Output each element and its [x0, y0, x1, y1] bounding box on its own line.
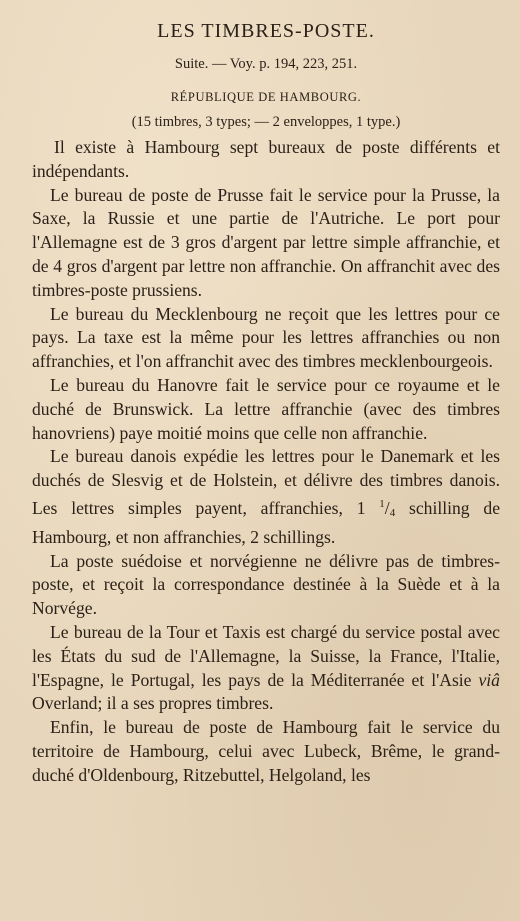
taxis-tail: Overland; il a ses propres timbres. [32, 693, 274, 714]
paragraph-hanover: Le bureau du Hanovre fait le service pour ce royaume et le duché de Brunswick. La lettre affranchie (avec des timbres hanovriens) paye moitié moins que celle non affranchie. [32, 374, 500, 443]
fraction: 1 $^1/_4$ [356, 497, 396, 519]
fraction-numerator: 1 [379, 497, 385, 510]
paragraph-prussia: Le bureau de poste de Prusse fait le service pour la Prusse, la Saxe, la Russie et une partie de l'Autriche. Le port pour l'Allemagne est de 3 gros d'argent par lettre simple affranchie, et de 4 gros d'argent par lettre non affranchie. On affranchit avec des timbres-poste prussiens. [32, 184, 500, 300]
fraction-denominator: 4 [389, 506, 396, 519]
danish-tail: schilling de Hambourg, et non affranchies, 2 schillings. [32, 497, 501, 547]
stamp-count: (15 timbres, 3 types; — 2 enveloppes, 1 type.) [131, 114, 401, 130]
section-heading: RÉPUBLIQUE DE HAMBOURG. [170, 90, 362, 104]
page-subtitle: Suite. — Voy. p. 194, 223, 251. [174, 56, 358, 72]
paragraph-mecklenburg: Le bureau du Mecklenbourg ne reçoit que les lettres pour ce pays. La taxe est la même pour les lettres affranchies ou non affranchies, et l'on affranchit avec des timbres mecklenbourgeois. [32, 303, 500, 372]
paragraph-danish [32, 445, 500, 549]
article-body [32, 136, 500, 788]
paragraph-sweden: La poste suédoise et norvégienne ne délivre pas de timbres-poste, et reçoit la correspondance destinée à la Suède et à la Norvége. [32, 550, 500, 619]
paragraph-hamburg: Enfin, le bureau de poste de Hambourg fait le service du territoire de Hambourg, celui avec Lubeck, Brême, le grand-duché d'Oldenbourg, Ritzebuttel, Helgoland, les [32, 717, 500, 785]
taxis-text: Le bureau de la Tour et Taxis est chargé du service postal avec les États du sud de l'Allemagne, la Suisse, la France, l'Italie, l'Espagne, le Portugal, les pays de la Méditerranée et l'Asie [32, 621, 500, 690]
danish-text: Le bureau danois expédie les lettres pour le Danemark et les duchés de Slesvig et de Holstein, et délivre des timbres danois. Les lettres simples payent, affranchies, [32, 446, 500, 518]
via-word: viâ [478, 669, 500, 690]
paragraph-taxis [32, 621, 500, 716]
page-title: LES TIMBRES-POSTE. [157, 20, 375, 42]
paragraph-intro: Il existe à Hambourg sept bureaux de poste différents et indépendants. [32, 137, 500, 181]
fraction-whole: 1 [356, 497, 366, 518]
